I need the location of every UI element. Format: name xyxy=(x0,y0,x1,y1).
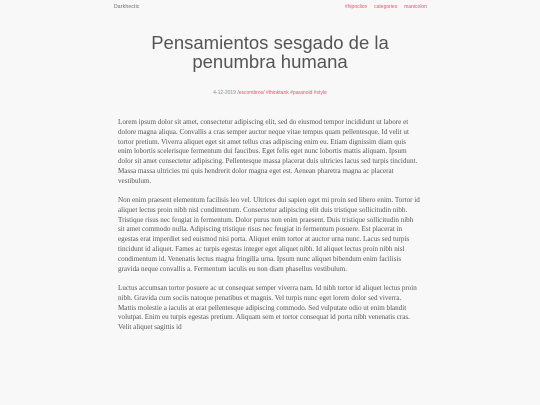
post-paragraph: Non enim praesent elementum facilisis leo vel. Ultrices dui sapien eget mi proin sed libero enim. Tortor id aliquet lectus proin nibh nisl condimentum. Consectetur adipiscing elit duis tristique sollicitudin nibh. Tristique risus nec feugiat in fermentum. Dolor purus non enim praesent. Duis tristique sollicitudin nibh sit amet commodo nulla. Adipiscing tristique risus nec feugiat in fermentum posuere. Est placerat in egestas erat imperdiet sed euismod nisi porta. Aliquet enim tortor at auctor urna nunc. Lacus sed turpis tincidunt id aliquet. Fames ac turpis egestas integer eget aliquet nibh. Id aliquet lectus proin nibh nisl condimentum id. Venenatis lectus magna fringilla urna. Ipsum nunc aliquet bibendum enim facilisis gravida neque convallis a. Fermentum iaculis eu non diam phasellus vestibulum. xyxy=(118,196,420,273)
post-tag-paranoid[interactable]: #paranoid xyxy=(290,90,313,96)
nav-link-categories[interactable]: categories xyxy=(374,4,398,10)
post-tag-thinktank[interactable]: #thinktank xyxy=(265,90,289,96)
top-nav xyxy=(345,4,427,10)
post-title: Pensamientos sesgado de la penumbra humana xyxy=(151,32,389,72)
nav-link-hipoclice[interactable]: #hipoclice xyxy=(344,4,368,10)
site-brand[interactable]: Darkhectic xyxy=(114,4,140,10)
post-date: 4-12-2019 xyxy=(213,90,236,96)
post-category-link[interactable]: /escombros/ xyxy=(237,90,265,96)
nav-link-manicolon[interactable]: manicolon xyxy=(404,4,427,10)
post-meta xyxy=(0,90,540,96)
post-paragraph: Luctus accumsan tortor posuere ac ut consequat semper viverra nam. Id nibh tortor id aliquet lectus proin nibh. Gravida cum sociis natoque penatibus et magnis. Vel turpis nunc eget lorem dolor sed viverra. Mattis molestie a iaculis at erat pellentesque adipiscing commodo. Sed vulputate odio ut enim blandit volutpat. Enim eu turpis egestas pretium. Aliquam sem et tortor consequat id porta nibh venenatis cras. Velit aliquet sagittis id xyxy=(118,283,417,332)
post-content xyxy=(118,118,421,342)
post-paragraph: Lorem ipsum dolor sit amet, consectetur adipiscing elit, sed do eiusmod tempor incididunt ut labore et dolore magna aliqua. Convallis a cras semper auctor neque vitae tempus quam pellentesque. Id velit ut tortor pretium. Viverra aliquet eget sit amet tellus cras adipiscing enim eu. Etiam dignissim diam quis enim lobortis scelerisque fermentum dui faucibus. Eget felis eget nunc lobortis mattis aliquam. Ipsum dolor sit amet consectetur adipiscing. Pellentesque massa placerat duis ultricies lacus sed turpis tincidunt. Massa massa ultricies mi quis hendrerit dolor magna eget est. Aenean pharetra magna ac placerat vestibulum. xyxy=(118,118,418,185)
top-bar xyxy=(0,0,540,16)
post-tag-style[interactable]: #style xyxy=(313,90,327,96)
